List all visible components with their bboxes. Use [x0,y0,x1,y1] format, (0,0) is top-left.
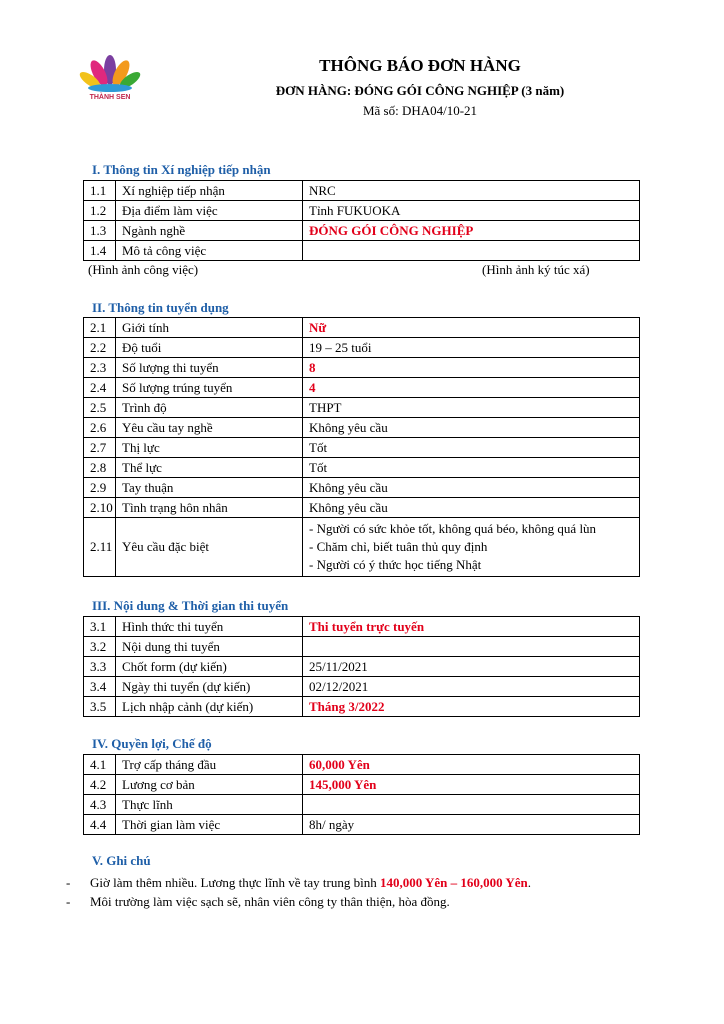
row-number: 3.2 [84,637,116,657]
row-value [303,795,640,815]
section1-title: I. Thông tin Xí nghiệp tiếp nhận [92,162,271,177]
table-row [84,318,640,338]
row-value: 4 [303,378,640,398]
row-value: 8 [303,358,640,378]
table-row [84,795,640,815]
table-row [84,338,640,358]
row-label: Yêu cầu đặc biệt [116,518,303,577]
row-value-multiline [303,518,640,577]
row-value: 19 – 25 tuổi [303,338,640,358]
row-number: 1.1 [84,181,116,201]
row-label: Địa điểm làm việc [116,201,303,221]
row-value: Thi tuyển trực tuyến [303,617,640,637]
row-value: Nữ [303,318,640,338]
row-label: Thị lực [116,438,303,458]
row-value: Tỉnh FUKUOKA [303,201,640,221]
row-number: 2.11 [84,518,116,577]
row-number: 2.5 [84,398,116,418]
row-value [303,241,640,261]
row-label: Hình thức thi tuyển [116,617,303,637]
row-label: Số lượng trúng tuyển [116,378,303,398]
row-label: Xí nghiệp tiếp nhận [116,181,303,201]
row-value: Tốt [303,458,640,478]
salary-range-highlight: 140,000 Yên – 160,000 Yên [379,875,528,890]
row-label: Giới tính [116,318,303,338]
bullet-dash: - [66,894,71,909]
page-title: THÔNG BÁO ĐƠN HÀNG [319,56,521,75]
note-text: Môi trường làm việc sạch sẽ, nhân viên công ty thân thiện, hòa đồng. [90,894,450,909]
row-value: ĐÓNG GÓI CÔNG NGHIỆP [303,221,640,241]
row-number: 3.4 [84,677,116,697]
row-value: 02/12/2021 [303,677,640,697]
row-number: 2.10 [84,498,116,518]
table-row [84,201,640,221]
row-label: Thể lực [116,458,303,478]
row-number: 3.1 [84,617,116,637]
row-label: Số lượng thi tuyển [116,358,303,378]
section5-title: V. Ghi chú [92,853,151,868]
section4-title: IV. Quyền lợi, Chế độ [92,736,212,751]
row-number: 4.3 [84,795,116,815]
row-number: 3.5 [84,697,116,717]
row-number: 2.9 [84,478,116,498]
row-label: Mô tả công việc [116,241,303,261]
table-row [84,677,640,697]
row-label: Thực lĩnh [116,795,303,815]
table-row [84,617,640,637]
row-number: 1.3 [84,221,116,241]
row-label: Chốt form (dự kiến) [116,657,303,677]
table-row [84,398,640,418]
table-row [84,221,640,241]
row-label: Lương cơ bản [116,775,303,795]
table-row [84,775,640,795]
row-label: Tay thuận [116,478,303,498]
table-row [84,241,640,261]
section2-title: II. Thông tin tuyển dụng [92,300,229,315]
row-number: 2.8 [84,458,116,478]
row-number: 4.2 [84,775,116,795]
row-value: 145,000 Yên [303,775,640,795]
row-label: Ngành nghề [116,221,303,241]
special-requirement-line: - Người có ý thức học tiếng Nhật [309,557,482,572]
table-row [84,637,640,657]
lotus-icon [72,50,148,96]
table-row [84,418,640,438]
table-row [84,438,640,458]
row-value: THPT [303,398,640,418]
table-row [84,458,640,478]
row-number: 2.7 [84,438,116,458]
row-label: Trình độ [116,398,303,418]
order-code: Mã số: DHA04/10-21 [362,103,478,118]
section1-table [83,180,640,261]
special-requirement-line: - Người có sức khỏe tốt, không quá béo, không quá lùn [309,521,597,536]
order-subtitle: ĐƠN HÀNG: ĐÓNG GÓI CÔNG NGHIỆP (3 năm) [275,83,565,98]
table-row [84,697,640,717]
note-item [66,875,531,891]
row-number: 2.4 [84,378,116,398]
company-logo [72,50,148,106]
row-value: Không yêu cầu [303,498,640,518]
row-value: 60,000 Yên [303,755,640,775]
table-row [84,378,640,398]
table-row [84,518,640,577]
bullet-dash: - [66,875,71,890]
row-number: 2.1 [84,318,116,338]
row-label: Thời gian làm việc [116,815,303,835]
dorm-image-caption: (Hình ảnh ký túc xá) [482,262,590,277]
work-image-caption: (Hình ảnh công việc) [88,262,199,277]
row-number: 4.4 [84,815,116,835]
row-value [303,637,640,657]
row-label: Tình trạng hôn nhân [116,498,303,518]
table-row [84,358,640,378]
section4-table [83,754,640,835]
row-value: Tốt [303,438,640,458]
row-number: 1.2 [84,201,116,221]
row-number: 1.4 [84,241,116,261]
row-label: Trợ cấp tháng đầu [116,755,303,775]
row-value: 25/11/2021 [303,657,640,677]
row-value: 8h/ ngày [303,815,640,835]
row-number: 4.1 [84,755,116,775]
note-text-end: . [527,875,532,890]
row-number: 2.3 [84,358,116,378]
table-row [84,815,640,835]
special-requirement-line: - Chăm chỉ, biết tuân thủ quy định [309,539,488,554]
table-row [84,181,640,201]
section3-table [83,616,640,717]
note-text: Giờ làm thêm nhiều. Lương thực lĩnh về tay trung bình [90,875,380,890]
row-number: 3.3 [84,657,116,677]
table-row [84,478,640,498]
section3-title: III. Nội dung & Thời gian thi tuyển [92,598,289,613]
row-number: 2.2 [84,338,116,358]
row-label: Lịch nhập cảnh (dự kiến) [116,697,303,717]
row-value: Không yêu cầu [303,478,640,498]
row-label: Yêu cầu tay nghề [116,418,303,438]
table-row [84,755,640,775]
table-row [84,657,640,677]
row-number: 2.6 [84,418,116,438]
row-value: NRC [303,181,640,201]
row-label: Nội dung thi tuyển [116,637,303,657]
row-label: Độ tuổi [116,338,303,358]
row-value: Tháng 3/2022 [303,697,640,717]
row-label: Ngày thi tuyển (dự kiến) [116,677,303,697]
row-value: Không yêu cầu [303,418,640,438]
table-row [84,498,640,518]
section2-table [83,317,640,577]
note-item [66,894,450,910]
logo-text: THÀNH SEN [89,94,131,101]
